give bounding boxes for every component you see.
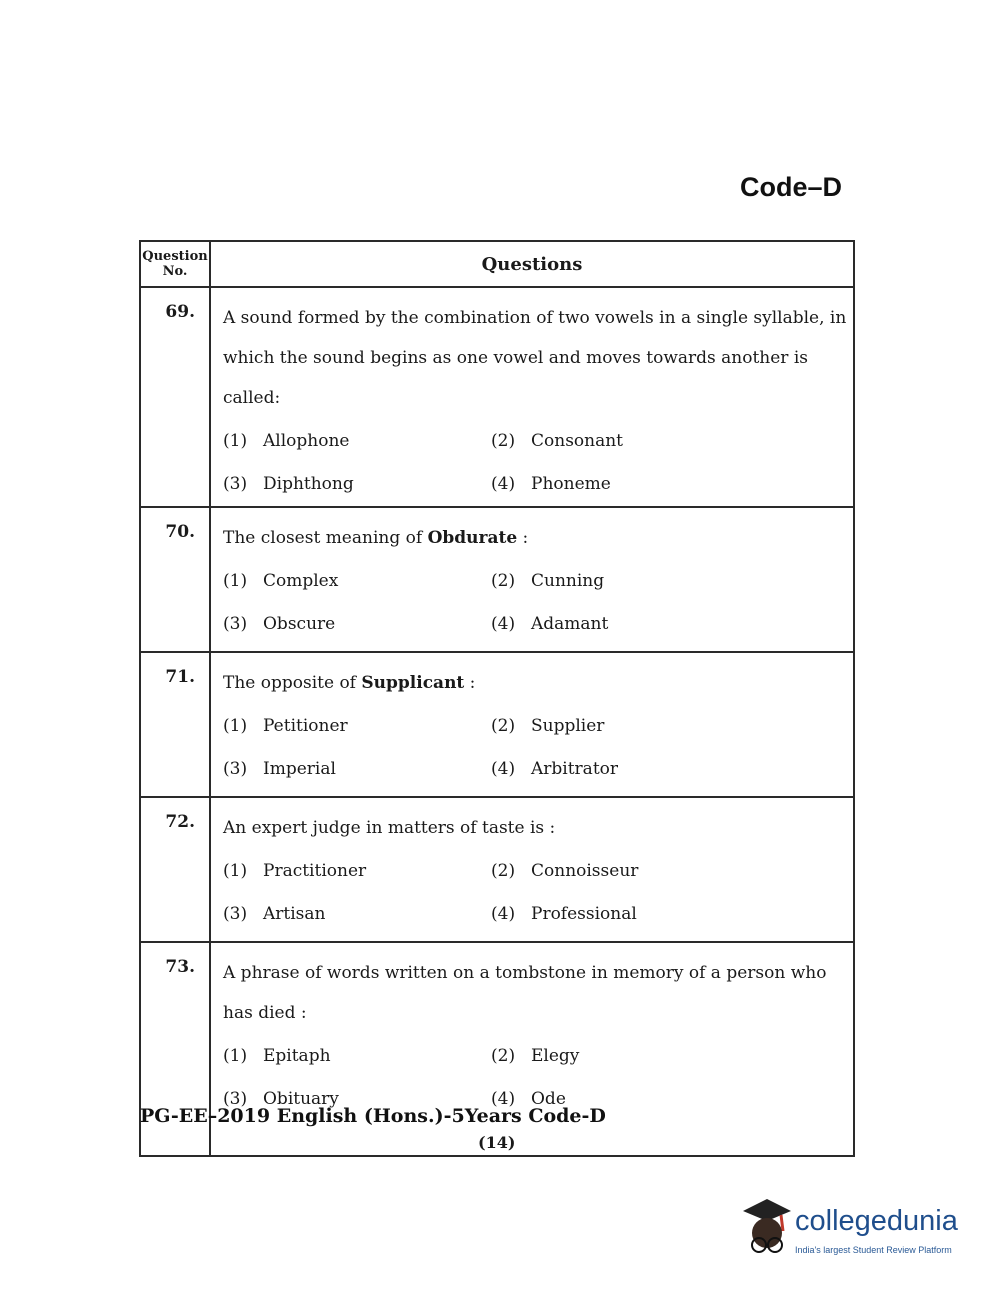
options-grid <box>223 705 847 791</box>
collegedunia-logo <box>735 1195 960 1265</box>
option <box>491 1035 847 1078</box>
table-header-row <box>140 241 854 287</box>
question-stem <box>223 518 847 558</box>
option-number: (4) <box>491 904 516 924</box>
question-no-header-line2: No. <box>162 264 188 279</box>
question-cell <box>210 797 854 942</box>
option-number: (3) <box>223 614 248 634</box>
question-stem <box>223 953 847 1033</box>
option-number: (2) <box>491 861 516 881</box>
question-number: 72. <box>140 797 210 942</box>
option-number: (1) <box>223 861 248 881</box>
question-keyword: Obdurate <box>427 528 518 548</box>
option <box>223 893 491 936</box>
option-text: Supplier <box>531 716 605 736</box>
option <box>491 893 847 936</box>
option <box>223 705 491 748</box>
option-text: Connoisseur <box>531 861 639 881</box>
question-text: The closest meaning of <box>223 528 428 548</box>
question-number: 71. <box>140 652 210 797</box>
option-text: Complex <box>263 571 339 591</box>
footer-title: PG-EE–2019 English (Hons.)-5Years Code-D <box>140 1105 606 1127</box>
question-stem <box>223 663 847 703</box>
question-text: : <box>517 528 529 548</box>
option-text: Obscure <box>263 614 336 634</box>
question-text: An expert judge in matters of taste is : <box>223 818 556 838</box>
option-text: Arbitrator <box>531 759 619 779</box>
option-text: Imperial <box>263 759 336 779</box>
questions-header: Questions <box>210 241 854 287</box>
question-row <box>140 652 854 797</box>
question-no-header <box>140 241 210 287</box>
option-text: Ode <box>531 1089 566 1109</box>
question-number: 73. <box>140 942 210 1156</box>
option <box>223 463 491 506</box>
question-text: A sound formed by the combination of two vowels in a single syllable, in which the sound begins as one vowel and moves towards another is called: <box>223 308 847 408</box>
option-text: Diphthong <box>263 474 354 494</box>
option <box>223 560 491 603</box>
option <box>491 603 847 646</box>
options-grid <box>223 850 847 936</box>
option <box>491 705 847 748</box>
option <box>491 850 847 893</box>
option <box>223 603 491 646</box>
question-row <box>140 287 854 507</box>
option-text: Practitioner <box>263 861 367 881</box>
options-grid <box>223 560 847 646</box>
question-number: 70. <box>140 507 210 652</box>
option-text: Professional <box>531 904 637 924</box>
question-stem <box>223 808 847 848</box>
option-text: Obituary <box>263 1089 339 1109</box>
option-number: (1) <box>223 571 248 591</box>
option-text: Consonant <box>531 431 624 451</box>
option <box>491 463 847 506</box>
option <box>223 748 491 791</box>
option-text: Petitioner <box>263 716 348 736</box>
question-stem <box>223 298 847 418</box>
option-text: Allophone <box>263 431 350 451</box>
question-row <box>140 507 854 652</box>
question-cell <box>210 287 854 507</box>
question-table <box>139 240 855 1157</box>
option-number: (4) <box>491 1089 516 1109</box>
option-number: (4) <box>491 474 516 494</box>
logo-tagline: India's largest Student Review Platform <box>795 1245 952 1255</box>
option <box>223 1035 491 1078</box>
option <box>491 748 847 791</box>
question-keyword: Supplicant <box>361 673 465 693</box>
option-number: (3) <box>223 1089 248 1109</box>
option-number: (1) <box>223 716 248 736</box>
question-cell <box>210 507 854 652</box>
question-text: : <box>464 673 476 693</box>
option-text: Cunning <box>531 571 605 591</box>
option-number: (4) <box>491 759 516 779</box>
option-text: Epitaph <box>263 1046 331 1066</box>
question-number: 69. <box>140 287 210 507</box>
page-number: (14) <box>478 1133 516 1152</box>
option-number: (2) <box>491 716 516 736</box>
option-text: Adamant <box>531 614 609 634</box>
option-number: (1) <box>223 431 248 451</box>
option-number: (3) <box>223 759 248 779</box>
question-row <box>140 797 854 942</box>
mascot-icon <box>735 1195 795 1257</box>
question-text: A phrase of words written on a tombstone in memory of a person who has died : <box>223 963 827 1023</box>
options-grid <box>223 420 847 506</box>
question-cell <box>210 652 854 797</box>
option-text: Elegy <box>531 1046 580 1066</box>
option-number: (2) <box>491 571 516 591</box>
option <box>491 420 847 463</box>
paper-code: Code–D <box>740 172 843 202</box>
option-number: (2) <box>491 431 516 451</box>
option <box>223 850 491 893</box>
option-number: (2) <box>491 1046 516 1066</box>
question-no-header-line1: Question <box>142 249 208 264</box>
option-text: Phoneme <box>531 474 611 494</box>
option <box>491 560 847 603</box>
option-number: (3) <box>223 904 248 924</box>
option-text: Artisan <box>263 904 326 924</box>
option-number: (3) <box>223 474 248 494</box>
option <box>223 420 491 463</box>
question-text: The opposite of <box>223 673 362 693</box>
logo-name: collegedunia <box>795 1205 958 1237</box>
option-number: (4) <box>491 614 516 634</box>
option-number: (1) <box>223 1046 248 1066</box>
